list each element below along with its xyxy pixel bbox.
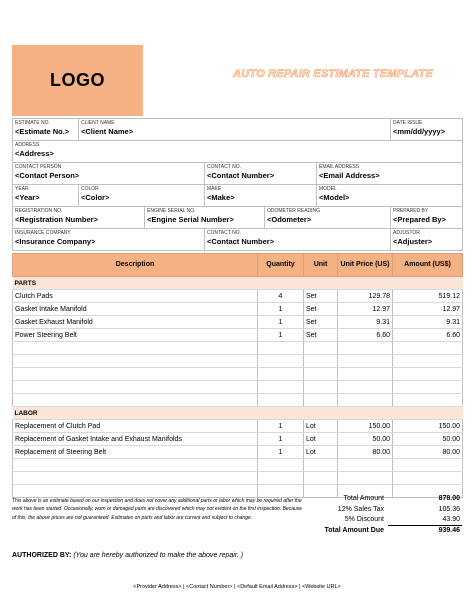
total-due-row xyxy=(308,526,462,537)
logo-box xyxy=(12,45,143,116)
date-issue-field[interactable]: DATE ISSUE <mm/dd/yyyy> xyxy=(391,119,463,141)
discount-value: 43.90 xyxy=(388,515,462,526)
parts-section-label: PARTS xyxy=(13,277,463,290)
engine-serial-field[interactable]: ENGINE SERIAL NO. <Engine Serial Number> xyxy=(145,207,265,229)
sales-tax-value: 105.36 xyxy=(438,505,460,513)
table-row[interactable]: Power Steering Belt 1 Set 6.60 6.60 xyxy=(13,329,463,342)
col-unit: Unit xyxy=(304,254,338,277)
total-amount-row xyxy=(308,494,462,505)
year-field[interactable]: YEAR <Year> xyxy=(13,185,79,207)
email-address-field[interactable]: EMAIL ADDRESS <Email Address> xyxy=(317,163,463,185)
discount-row xyxy=(308,515,462,526)
empty-row[interactable] xyxy=(13,368,463,381)
table-row[interactable]: Replacement of Clutch Pad 1 Lot 150.00 150.00 xyxy=(13,420,463,433)
color-field[interactable]: COLOR <Color> xyxy=(79,185,205,207)
col-quantity: Quantity xyxy=(258,254,304,277)
disclaimer-text: This above is an estimate based on our inspection and does not cover any additional parts or labor which may be required after the work has been started. Occasionally, worn or damaged parts are discovered which may not evident on the first inspection. Because of this, the above prices are not guaranteed. Estimates on parts and labor are current and subject to change. xyxy=(12,498,303,521)
discount-rate: 5% xyxy=(344,516,355,523)
col-amount: Amount (US$) xyxy=(393,254,463,277)
sales-tax-row xyxy=(308,505,462,516)
table-row[interactable]: Replacement of Steering Belt 1 Lot 80.00 80.00 xyxy=(13,446,463,459)
address-field[interactable]: ADDRESS <Address> xyxy=(13,141,463,163)
make-field[interactable]: MAKE <Make> xyxy=(205,185,317,207)
empty-row[interactable] xyxy=(13,394,463,407)
empty-row[interactable] xyxy=(13,355,463,368)
authorization-line xyxy=(12,552,243,559)
total-amount-label: Total Amount xyxy=(343,495,384,502)
empty-row[interactable] xyxy=(13,342,463,355)
tax-rate: 12% xyxy=(337,505,352,513)
table-row[interactable]: Clutch Pads 4 Set 129.78 519.12 xyxy=(13,290,463,303)
table-row[interactable]: Gasket Exhaust Manifold 1 Set 9.31 9.31 xyxy=(13,316,463,329)
discount-label: Discount xyxy=(356,516,384,523)
total-due-value: 939.46 xyxy=(438,526,460,534)
page-footer: <Provider Address> | <Contact Number> | <Default Email Address> | <Website URL> xyxy=(133,584,341,590)
table-row[interactable]: Replacement of Gasket Intake and Exhaust Manifolds 1 Lot 50.00 50.00 xyxy=(13,433,463,446)
empty-row[interactable] xyxy=(13,381,463,394)
authorized-by-text: (You are hereby authorized to make the above repair. ) xyxy=(73,552,244,559)
empty-row[interactable] xyxy=(13,472,463,485)
contact-person-field[interactable]: CONTACT PERSON <Contact Person> xyxy=(13,163,205,185)
estimate-form xyxy=(12,118,463,251)
col-unit-price: Unit Price (US) xyxy=(338,254,393,277)
total-due-label: Total Amount Due xyxy=(324,526,384,534)
odometer-field[interactable]: ODOMETER READING <Odometer> xyxy=(265,207,391,229)
tax-label: Sales Tax xyxy=(353,505,384,513)
prepared-by-field[interactable]: PREPARED BY <Prepared By> xyxy=(391,207,463,229)
empty-row[interactable] xyxy=(13,459,463,472)
estimate-no-field[interactable]: ESTIMATE NO. <Estimate No.> xyxy=(13,119,79,141)
client-name-field[interactable]: CLIENT NAME <Client Name> xyxy=(79,119,391,141)
table-row[interactable]: Gasket Intake Manifold 1 Set 12.97 12.97 xyxy=(13,303,463,316)
registration-field[interactable]: REGISTRATION NO. <Registration Number> xyxy=(13,207,145,229)
contact-number-field[interactable]: CONTACT NO. <Contact Number> xyxy=(205,163,317,185)
adjustor-field[interactable]: ADJUSTOR <Adjuster> xyxy=(391,229,463,251)
insurance-contact-field[interactable]: CONTACT NO. <Contact Number> xyxy=(205,229,391,251)
document-title: AUTO REPAIR ESTIMATE TEMPLATE xyxy=(233,68,433,80)
items-table xyxy=(12,253,463,498)
totals-block xyxy=(308,494,462,536)
logo-text: LOGO xyxy=(50,70,105,90)
col-description: Description xyxy=(13,254,258,277)
model-field[interactable]: MODEL <Model> xyxy=(317,185,463,207)
total-amount-value: 878.00 xyxy=(438,495,460,502)
labor-section-label: LABOR xyxy=(13,407,463,420)
authorized-by-label: AUTHORIZED BY: xyxy=(12,552,72,559)
insurance-company-field[interactable]: INSURANCE COMPANY <Insurance Company> xyxy=(13,229,205,251)
